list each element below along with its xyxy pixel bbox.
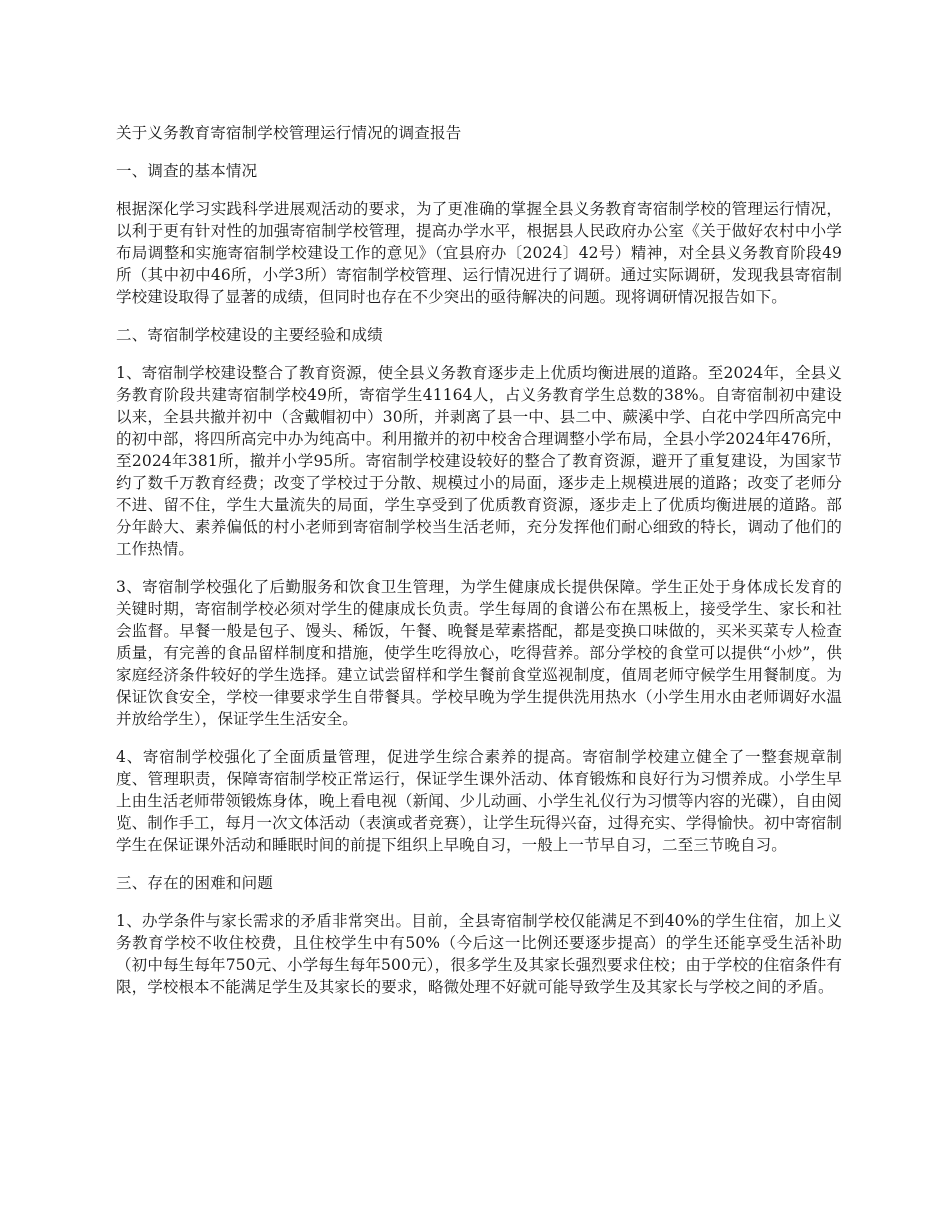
section-heading-problems: 三、存在的困难和问题 [116, 874, 274, 892]
section-heading-basic-situation: 一、调查的基本情况 [116, 162, 258, 180]
paragraph: 4、寄宿制学校强化了全面质量管理，促进学生综合素养的提高。寄宿制学校建立健全了一整套规章制度、管理职责，保障寄宿制学校正常运行，保证学生课外活动、体育锻炼和良好行为习惯养成。小学生早上由生活老师带领锻炼身体，晚上看电视（新闻、少儿动画、小学生礼仪行为习惯等内容的光碟），自由阅览、制作手工，每月一次文体活动（表演或者竞赛），让学生玩得兴奋，过得充实、学得愉快。初中寄宿制学生在保证课外活动和睡眠时间的前提下组织上早晚自习，一般上一节早自习，二至三节晚自习。 [116, 748, 842, 854]
document-title: 关于义务教育寄宿制学校管理运行情况的调查报告 [116, 124, 462, 142]
document-page [116, 122, 842, 1014]
paragraph: 3、寄宿制学校强化了后勤服务和饮食卫生管理，为学生健康成长提供保障。学生正处于身体成长发育的关键时期，寄宿制学校必须对学生的健康成长负责。学生每周的食谱公布在黑板上，接受学生、家长和社会监督。早餐一般是包子、馒头、稀饭，午餐、晚餐是荤素搭配，都是变换口味做的，买米买菜专人检查质量，有完善的食品留样制度和措施，使学生吃得放心，吃得营养。部分学校的食堂可以提供“小炒”，供家庭经济条件较好的学生选择。建立试尝留样和学生餐前食堂巡视制度，值周老师守候学生用餐制度。为保证饮食安全，学校一律要求学生自带餐具。学校早晚为学生提供洗用热水（小学生用水由老师调好水温并放给学生），保证学生生活安全。 [116, 578, 842, 728]
paragraph: 1、办学条件与家长需求的矛盾非常突出。目前，全县寄宿制学校仅能满足不到40%的学生住宿，加上义务教育学校不收住校费，且住校学生中有50%（今后这一比例还要逐步提高）的学生还能享受生活补助（初中每生每年750元、小学每生每年500元），很多学生及其家长强烈要求住校；由于学校的住宿条件有限，学校根本不能满足学生及其家长的要求，略微处理不好就可能导致学生及其家长与学校之间的矛盾。 [116, 912, 842, 996]
paragraph: 1、寄宿制学校建设整合了教育资源，使全县义务教育逐步走上优质均衡进展的道路。至2024年，全县义务教育阶段共建寄宿制学校49所，寄宿学生41164人，占义务教育学生总数的38%。自寄宿制初中建设以来，全县共撤并初中（含戴帽初中）30所，并剥离了县一中、县二中、蕨溪中学、白花中学四所高完中的初中部，将四所高完中办为纯高中。利用撤并的初中校舍合理调整小学布局，全县小学2024年476所，至2024年381所，撤并小学95所。寄宿制学校建设较好的整合了教育资源，避开了重复建设，为国家节约了数千万教育经费；改变了学校过于分散、规模过小的局面，逐步走上规模进展的道路；改变了老师分不进、留不住，学生大量流失的局面，学生享受到了优质教育资源，逐步走上了优质均衡进展的道路。部分年龄大、素养偏低的村小老师到寄宿制学校当生活老师，充分发挥他们耐心细致的特长，调动了他们的工作热情。 [116, 364, 842, 558]
section-heading-experience: 二、寄宿制学校建设的主要经验和成绩 [116, 326, 383, 344]
paragraph: 根据深化学习实践科学进展观活动的要求，为了更准确的掌握全县义务教育寄宿制学校的管理运行情况，以利于更有针对性的加强寄宿制学校管理，提高办学水平，根据县人民政府办公室《关于做好农村中小学布局调整和实施寄宿制学校建设工作的意见》（宜县府办〔2024〕42号）精神，对全县义务教育阶段49所（其中初中46所，小学3所）寄宿制学校管理、运行情况进行了调研。通过实际调研，发现我县寄宿制学校建设取得了显著的成绩，但同时也存在不少突出的亟待解决的问题。现将调研情况报告如下。 [116, 200, 842, 306]
